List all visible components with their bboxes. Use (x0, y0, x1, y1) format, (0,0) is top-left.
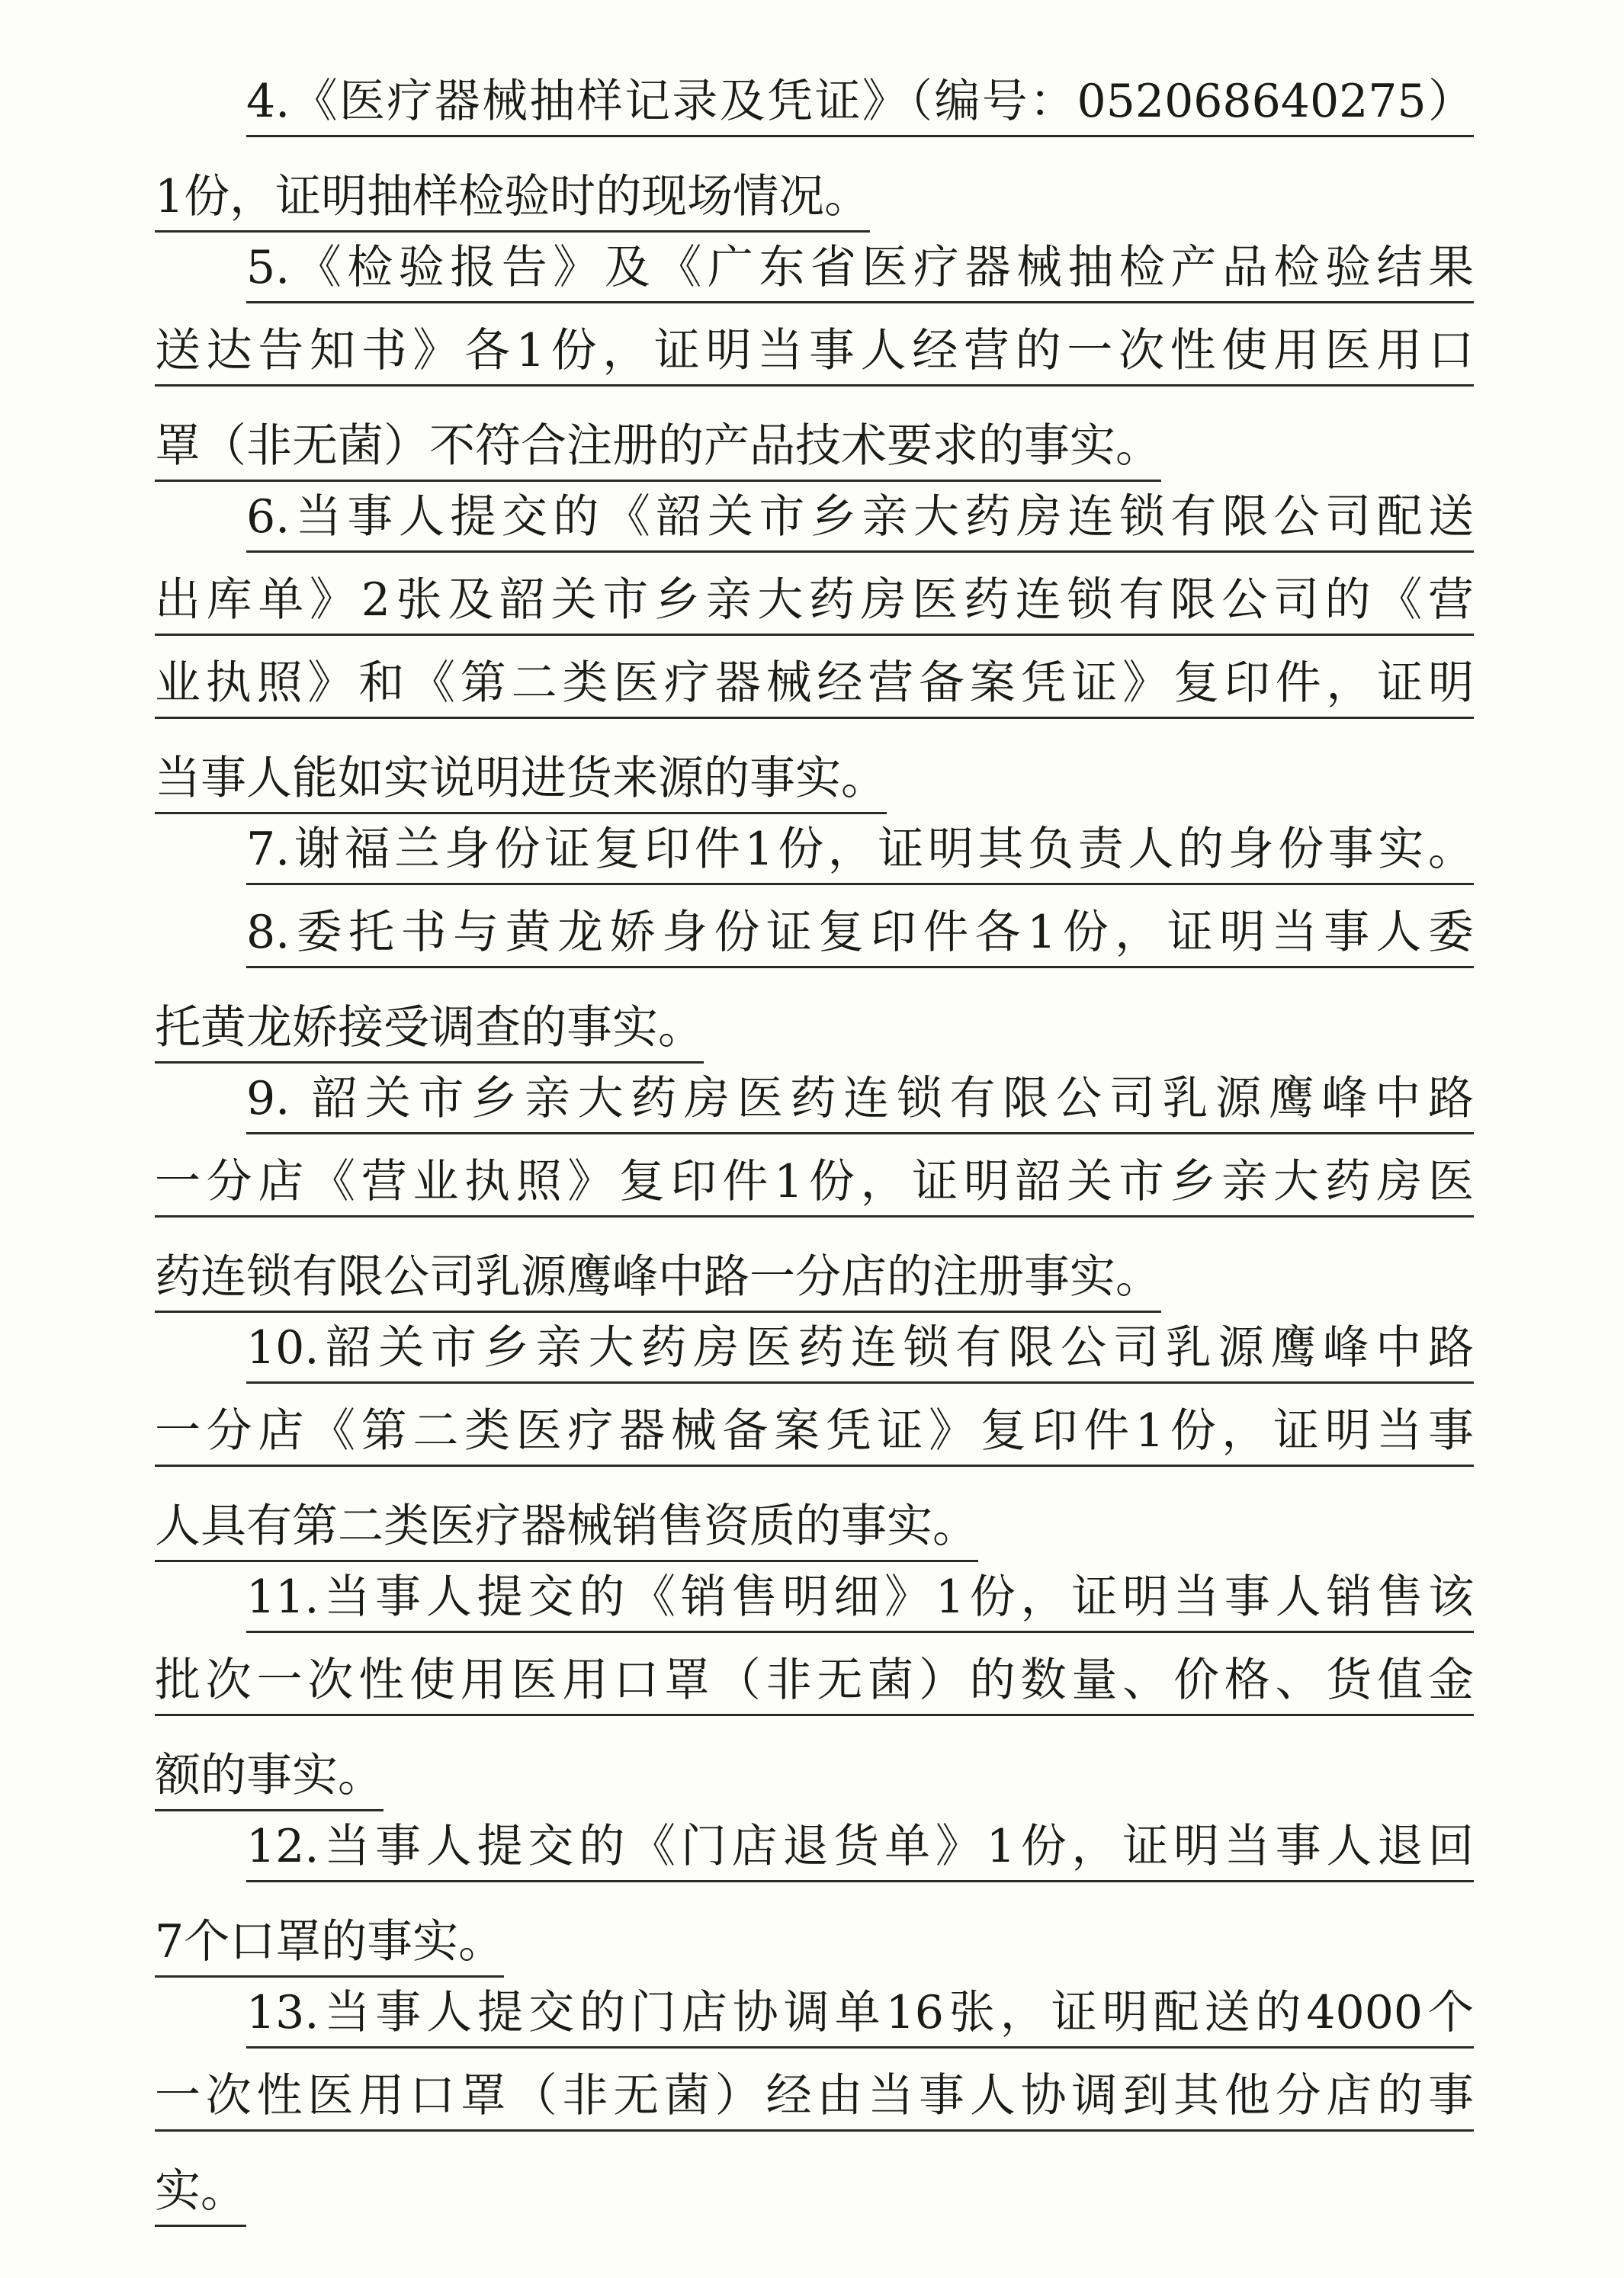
line-text: 6.当事人提交的《韶关市乡亲大药房连锁有限公司配送 (246, 488, 1474, 553)
text-line (155, 405, 1474, 488)
text-line (155, 1651, 1474, 1734)
evidence-item-11 (155, 1568, 1474, 1818)
line-text: 8.委托书与黄龙娇身份证复印件各1份，证明当事人委 (246, 903, 1474, 968)
text-line (155, 1402, 1474, 1485)
line-text: 一分店《营业执照》复印件1份，证明韶关市乡亲大药房医 (155, 1153, 1474, 1218)
line-text: 人具有第二类医疗器械销售资质的事实。 (155, 1497, 978, 1562)
line-text: 批次一次性使用医用口罩（非无菌）的数量、价格、货值金 (155, 1651, 1474, 1716)
text-line (155, 156, 1474, 239)
line-text: 托黄龙娇接受调查的事实。 (155, 999, 704, 1064)
line-text: 罩（非无菌）不符合注册的产品技术要求的事实。 (155, 417, 1161, 482)
line-text: 7.谢福兰身份证复印件1份，证明其负责人的身份事实。 (246, 820, 1474, 885)
line-text: 实。 (155, 2162, 246, 2227)
text-line (155, 2150, 1474, 2233)
text-line (155, 1070, 1474, 1153)
text-line (155, 488, 1474, 571)
line-text: 额的事实。 (155, 1747, 384, 1811)
text-line (155, 322, 1474, 405)
evidence-item-13 (155, 1984, 1474, 2233)
evidence-item-12 (155, 1818, 1474, 1984)
line-text: 送达告知书》各1份，证明当事人经营的一次性使用医用口 (155, 322, 1474, 387)
text-line (155, 1734, 1474, 1818)
evidence-item-8 (155, 903, 1474, 1070)
text-line (155, 1236, 1474, 1319)
line-text: 5.《检验报告》及《广东省医疗器械抽检产品检验结果 (246, 239, 1474, 303)
line-text: 10.韶关市乡亲大药房医药连锁有限公司乳源鹰峰中路 (246, 1319, 1474, 1384)
evidence-item-10 (155, 1319, 1474, 1568)
evidence-item-7 (155, 820, 1474, 903)
line-text: 12.当事人提交的《门店退货单》1份，证明当事人退回 (246, 1818, 1474, 1882)
evidence-item-4 (155, 72, 1474, 239)
line-text: 出库单》2张及韶关市乡亲大药房医药连锁有限公司的《营 (155, 571, 1474, 636)
line-text: 7个口罩的事实。 (155, 1913, 504, 1978)
evidence-item-6 (155, 488, 1474, 820)
text-line (155, 72, 1474, 156)
text-line (155, 571, 1474, 654)
line-text: 1份，证明抽样检验时的现场情况。 (155, 168, 870, 233)
text-line (155, 737, 1474, 820)
text-line (155, 1485, 1474, 1568)
text-line (155, 987, 1474, 1070)
line-text: 药连锁有限公司乳源鹰峰中路一分店的注册事实。 (155, 1248, 1161, 1313)
line-text: 一次性医用口罩（非无菌）经由当事人协调到其他分店的事 (155, 2067, 1474, 2132)
line-text: 11.当事人提交的《销售明细》1份，证明当事人销售该 (246, 1568, 1474, 1633)
text-line (155, 1568, 1474, 1651)
text-line (155, 239, 1474, 322)
text-line (155, 2067, 1474, 2150)
line-text: 4.《医疗器械抽样记录及凭证》（编号：052068640275） (246, 72, 1474, 137)
evidence-item-5 (155, 239, 1474, 488)
text-line (155, 1901, 1474, 1984)
text-line (155, 1153, 1474, 1236)
line-text: 业执照》和《第二类医疗器械经营备案凭证》复印件，证明 (155, 654, 1474, 719)
line-text: 当事人能如实说明进货来源的事实。 (155, 749, 887, 814)
line-text: 一分店《第二类医疗器械备案凭证》复印件1份，证明当事 (155, 1402, 1474, 1467)
line-text: 13.当事人提交的门店协调单16张，证明配送的4000个 (246, 1984, 1474, 2049)
text-line (155, 903, 1474, 987)
text-line (155, 820, 1474, 903)
text-line (155, 1319, 1474, 1402)
text-line (155, 1818, 1474, 1901)
document-body (155, 72, 1474, 2233)
evidence-item-9 (155, 1070, 1474, 1319)
text-line (155, 654, 1474, 737)
line-text: 9. 韶关市乡亲大药房医药连锁有限公司乳源鹰峰中路 (246, 1070, 1474, 1134)
text-line (155, 1984, 1474, 2067)
